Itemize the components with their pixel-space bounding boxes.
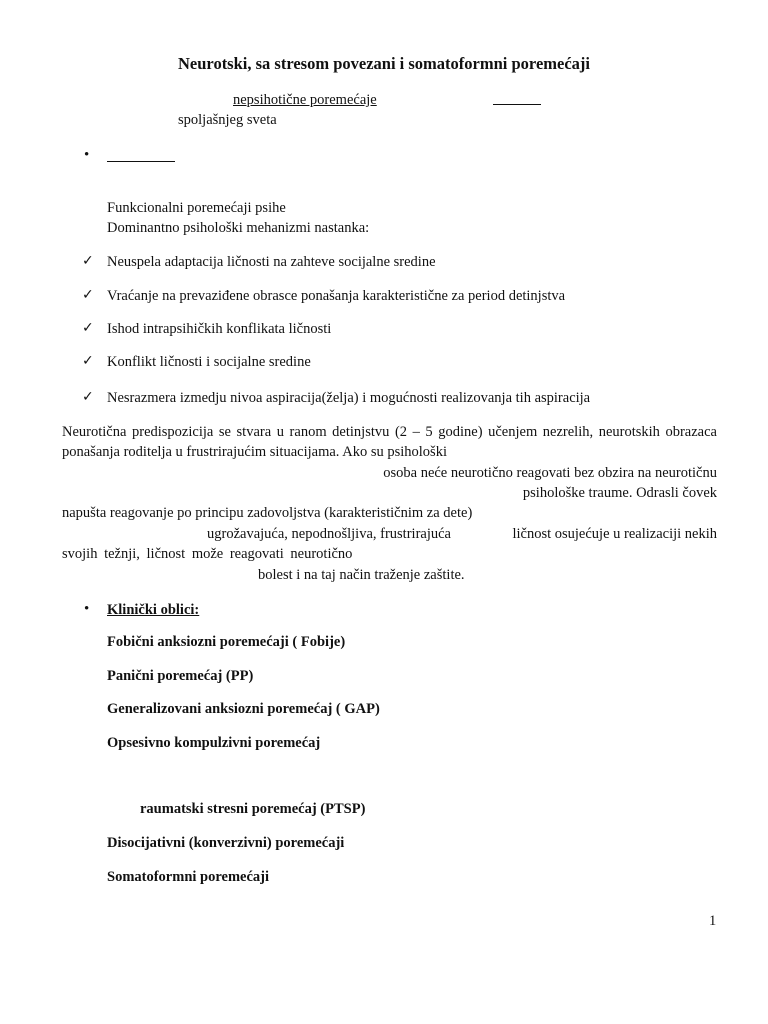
definition-line-2: Dominantno psihološki mehanizmi nastanka:: [107, 220, 370, 236]
intro-blank-line: [493, 104, 541, 105]
clinical-item: Somatoformni poremećaji: [107, 869, 270, 885]
paragraph-line: psihološke traume. Odrasli čovek: [522, 485, 717, 501]
definition-line-1: Funkcionalni poremećaji psihe: [107, 200, 286, 216]
checkmark-icon: ✓: [82, 320, 94, 336]
clinical-item: Panični poremećaj (PP): [107, 668, 254, 684]
paragraph-line: bolest i na taj način traženje zaštite.: [258, 567, 465, 583]
page-number: 1: [709, 913, 717, 929]
page-title: Neurotski, sa stresom povezani i somatoformni poremećaji: [178, 54, 590, 73]
checklist-item: Vraćanje na prevaziđene obrasce ponašanja karakteristične za period detinjstva: [107, 288, 566, 304]
paragraph-line: ugrožavajuća, nepodnošljiva, frustrirajuća: [207, 526, 451, 542]
paragraph-line: osoba neće neurotično reagovati bez obzira na neurotičnu: [383, 465, 717, 481]
clinical-item: raumatski stresni poremećaj (PTSP): [140, 801, 366, 817]
clinical-item: Generalizovani anksiozni poremećaj ( GAP): [107, 701, 380, 717]
paragraph-line: ličnost osujećuje u realizaciji nekih: [512, 526, 717, 542]
checkmark-icon: ✓: [82, 287, 94, 303]
clinical-item: Disocijativni (konverzivni) poremećaji: [107, 835, 345, 851]
bullet-blank-line: [107, 161, 175, 162]
intro-line-2: spoljašnjeg sveta: [178, 112, 277, 128]
clinical-item: Opsesivno kompulzivni poremećaj: [107, 735, 321, 751]
checkmark-icon: ✓: [82, 253, 94, 269]
checkmark-icon: ✓: [82, 389, 94, 405]
bullet-icon: •: [84, 601, 90, 617]
intro-underlined-text: nepsihotične poremećaje: [233, 92, 377, 108]
checklist-item: Neuspela adaptacija ličnosti na zahteve socijalne sredine: [107, 254, 436, 270]
clinical-heading: Klinički oblici:: [107, 602, 200, 618]
paragraph-line: Neurotična predispozicija se stvara u ranom detinjstvu (2 – 5 godine) učenjem nezrelih, neurotskih obrazaca: [62, 424, 717, 440]
checklist-item: Konflikt ličnosti i socijalne sredine: [107, 354, 311, 370]
checklist-item: Ishod intrapsihičkih konflikata ličnosti: [107, 321, 332, 337]
paragraph-line: svojih težnji, ličnost može reagovati neurotično: [62, 546, 353, 562]
checklist-item: Nesrazmera izmedju nivoa aspiracija(želja) i mogućnosti realizovanja tih aspiracija: [107, 390, 591, 406]
clinical-item: Fobični anksiozni poremećaji ( Fobije): [107, 634, 346, 650]
paragraph-line: ponašanja roditelja u frustrirajućim situacijama. Ako su psihološki: [62, 444, 447, 460]
paragraph-line: napušta reagovanje po principu zadovoljstva (karakterističnim za dete): [62, 505, 473, 521]
bullet-icon: •: [84, 147, 90, 163]
checkmark-icon: ✓: [82, 353, 94, 369]
